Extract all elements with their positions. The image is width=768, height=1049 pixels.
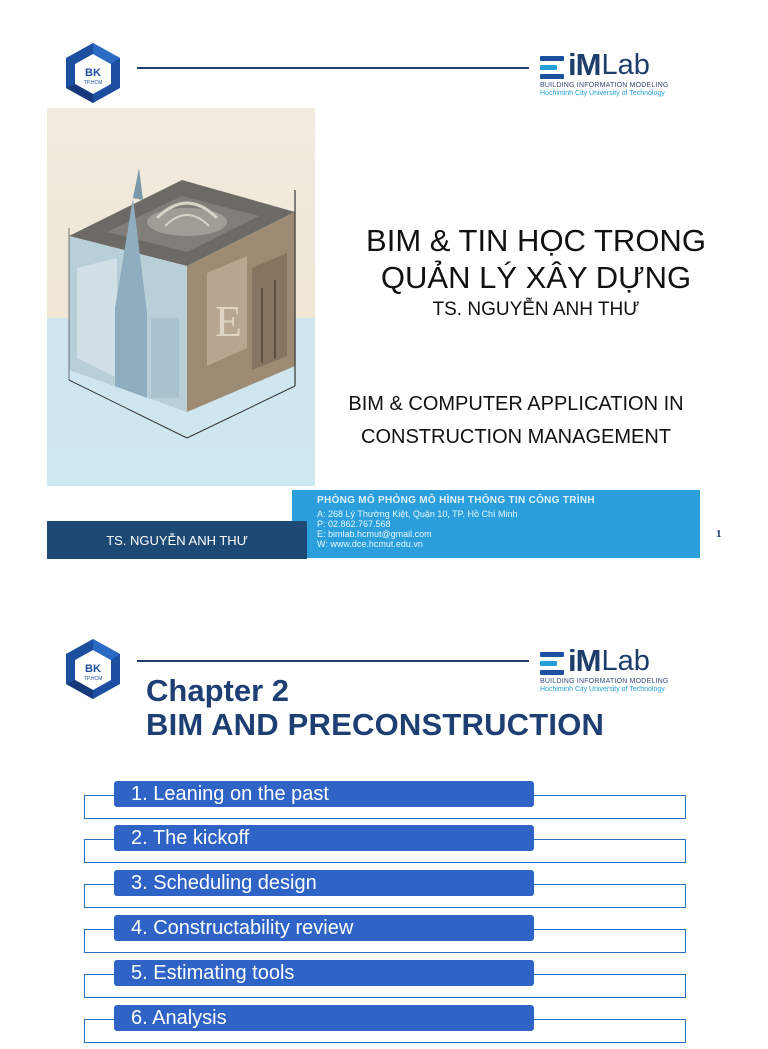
svg-text:E: E xyxy=(215,297,242,346)
outline-item xyxy=(0,870,768,914)
course-title-en-line2: CONSTRUCTION MANAGEMENT xyxy=(361,426,671,448)
bk-logo-text: BK xyxy=(85,663,101,675)
bimlab-tagline: BUILDING INFORMATION MODELING xyxy=(540,82,669,89)
outline-item-label: 4. Constructability review xyxy=(114,915,534,941)
lab-info-heading: PHÒNG MÔ PHỎNG MÔ HÌNH THÔNG TIN CÔNG TRÌNH xyxy=(317,495,595,506)
bimlab-logo-lab: Lab xyxy=(601,49,650,81)
course-title-en-line1: BIM & COMPUTER APPLICATION IN xyxy=(348,393,684,415)
bimlab-logo xyxy=(540,640,726,698)
bimlab-bars-icon xyxy=(540,56,566,80)
bimlab-tagline: BUILDING INFORMATION MODELING xyxy=(540,678,669,685)
bimlab-bars-icon xyxy=(540,652,566,676)
bimlab-university: Hochiminh City University of Technology xyxy=(540,686,665,693)
course-title-vi xyxy=(316,222,756,296)
course-title-line1: BIM & TIN HỌC TRONG xyxy=(366,223,706,258)
bk-university-logo xyxy=(62,42,124,104)
bk-university-logo xyxy=(62,638,124,700)
outline-item xyxy=(0,1005,768,1049)
bimlab-logo-im: iM xyxy=(568,643,601,678)
bimlab-logo-lab: Lab xyxy=(601,645,650,677)
course-title-line2: QUẢN LÝ XÂY DỰNG xyxy=(380,260,692,295)
outline-item-label: 1. Leaning on the past xyxy=(114,781,534,807)
outline-item-label: 5. Estimating tools xyxy=(114,960,534,986)
bimlab-logo-im: iM xyxy=(568,47,601,82)
bk-logo-subtext: TP.HCM xyxy=(83,676,103,682)
author-name: TS. NGUYỄN ANH THƯ xyxy=(432,299,640,320)
outline-item-label: 3. Scheduling design xyxy=(114,870,534,896)
bimlab-university: Hochiminh City University of Technology xyxy=(540,90,665,97)
bk-logo-text: BK xyxy=(85,67,101,79)
lab-info-phone: P: 02.862.767.568 xyxy=(317,519,391,529)
bim-cube-illustration xyxy=(47,108,315,486)
outline-item xyxy=(0,781,768,825)
outline-item-label: 2. The kickoff xyxy=(114,825,534,851)
lab-info-email: E: bimlab.hcmut@gmail.com xyxy=(317,529,432,539)
outline-item xyxy=(0,915,768,959)
lab-info-banner xyxy=(292,490,700,558)
header-rule xyxy=(137,67,529,69)
course-title-en xyxy=(296,388,736,454)
bk-logo-subtext: TP.HCM xyxy=(83,80,103,86)
lab-info-web: W: www.dce.hcmut.edu.vn xyxy=(317,539,423,549)
bimlab-logo xyxy=(540,44,726,102)
outline-item xyxy=(0,825,768,869)
outline-item-label: 6. Analysis xyxy=(114,1005,534,1031)
page-number: 1 xyxy=(716,528,722,540)
footer-author-bar: TS. NGUYỄN ANH THƯ xyxy=(47,521,307,559)
outline-item xyxy=(0,960,768,1004)
chapter-number: Chapter 2 xyxy=(146,673,289,708)
chapter-title: BIM AND PRECONSTRUCTION xyxy=(146,707,605,742)
lab-info-address: A: 268 Lý Thường Kiệt, Quận 10, TP. Hồ Chí Minh xyxy=(317,509,518,519)
header-rule xyxy=(137,660,529,662)
